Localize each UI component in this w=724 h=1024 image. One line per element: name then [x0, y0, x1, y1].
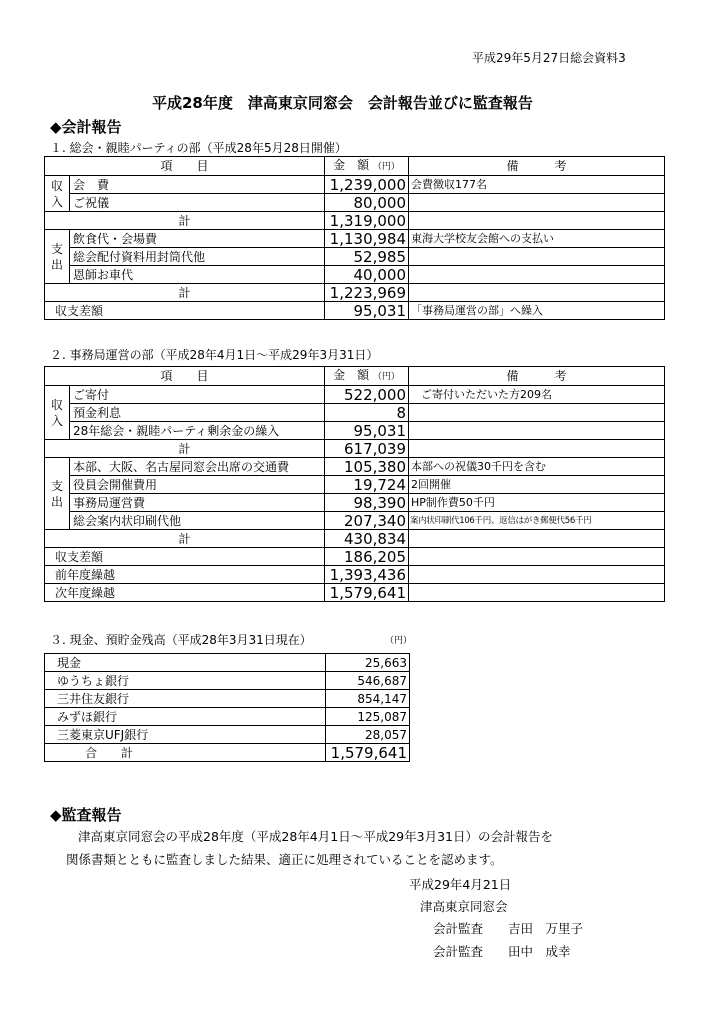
table-row-item: 事務局運営費 — [70, 494, 325, 512]
table-row-item: 役員会開催費用 — [70, 476, 325, 494]
table-row-amount: 207,340 — [325, 512, 409, 530]
table-row-amount: 40,000 — [325, 266, 409, 284]
table-row-item: 現金 — [45, 654, 326, 672]
part3-total-label: 合 計 — [45, 744, 326, 762]
table-row-amount: 19,724 — [325, 476, 409, 494]
table-row-item: 預金利息 — [70, 404, 325, 422]
table-row-amount: 125,087 — [326, 708, 410, 726]
part2-summary-amount: 1,393,436 — [325, 566, 409, 584]
table-row-amount: 1,130,984 — [325, 230, 409, 248]
table-row-item: 本部、大阪、名古屋同窓会出席の交通費 — [70, 458, 325, 476]
table-row-amount: 854,147 — [326, 690, 410, 708]
audit-organization: 津高東京同窓会 — [420, 899, 508, 914]
part2-summary-label: 次年度繰越 — [45, 584, 325, 602]
section-heading-audit: ◆監査報告 — [50, 806, 122, 824]
table-row-item: 恩師お車代 — [70, 266, 325, 284]
part2-income-total: 617,039 — [325, 440, 409, 458]
part1-balance: 95,031 — [325, 302, 409, 320]
table-row-item: 会 費 — [70, 176, 325, 194]
table-row-amount: 522,000 — [325, 386, 409, 404]
table-row-item: ゆうちょ銀行 — [45, 672, 326, 690]
table-row-item: 三菱東京UFJ銀行 — [45, 726, 326, 744]
part3-heading: ３. 現金、預貯金残高（平成28年3月31日現在） — [50, 633, 312, 647]
table-row-note: ご寄付いただいた方209名 — [409, 386, 665, 404]
table-row-amount: 25,663 — [326, 654, 410, 672]
table-row-amount: 8 — [325, 404, 409, 422]
table-row-note — [409, 248, 665, 266]
section-heading-accounting: ◆会計報告 — [50, 118, 122, 136]
part2-income-label: 収入 — [45, 386, 70, 440]
table-row-note: 会費徴収177名 — [409, 176, 665, 194]
part2-summary-amount: 186,205 — [325, 548, 409, 566]
page-title: 平成28年度 津高東京同窓会 会計報告並びに監査報告 — [152, 94, 533, 112]
table-row-item: みずほ銀行 — [45, 708, 326, 726]
part1-balance-label: 収支差額 — [45, 302, 325, 320]
part2-expense-total-label: 計 — [45, 530, 325, 548]
part1-income-total-label: 計 — [45, 212, 325, 230]
table-row-note — [409, 266, 665, 284]
table-row-note: 本部への祝儀30千円を含む — [409, 458, 665, 476]
table-row-note: 案内状印刷代106千円、返信はがき郵便代56千円 — [409, 512, 665, 530]
part2-summary-label: 収支差額 — [45, 548, 325, 566]
part3-unit: （円） — [385, 636, 413, 646]
table-row-item: 飲食代・会場費 — [70, 230, 325, 248]
table-row-item: 三井住友銀行 — [45, 690, 326, 708]
table-row-amount: 1,239,000 — [325, 176, 409, 194]
table-row-note: 東海大学校友会館への支払い — [409, 230, 665, 248]
auditor-2: 会計監査 田中 成幸 — [433, 944, 571, 959]
part2-col-item: 項 目 — [45, 367, 325, 386]
part2-income-total-label: 計 — [45, 440, 325, 458]
table-row-amount: 52,985 — [325, 248, 409, 266]
part2-summary-label: 前年度繰越 — [45, 566, 325, 584]
table-row-amount: 28,057 — [326, 726, 410, 744]
part3-table — [44, 653, 410, 762]
table-row-amount: 98,390 — [325, 494, 409, 512]
part2-col-amount: 金 額 （円） — [325, 367, 409, 386]
part1-expense-label: 支出 — [45, 230, 70, 284]
part1-expense-total-label: 計 — [45, 284, 325, 302]
part2-summary-amount: 1,579,641 — [325, 584, 409, 602]
part1-income-label: 収入 — [45, 176, 70, 212]
document-reference: 平成29年5月27日総会資料3 — [472, 51, 626, 65]
part1-col-note: 備 考 — [409, 157, 665, 176]
part3-total: 1,579,641 — [326, 744, 410, 762]
part2-expense-total: 430,834 — [325, 530, 409, 548]
part1-table — [44, 156, 665, 320]
part2-col-note: 備 考 — [409, 367, 665, 386]
table-row-amount: 546,687 — [326, 672, 410, 690]
part1-income-total: 1,319,000 — [325, 212, 409, 230]
table-row-amount: 80,000 — [325, 194, 409, 212]
table-row-note — [409, 194, 665, 212]
part1-expense-total: 1,223,969 — [325, 284, 409, 302]
part2-expense-label: 支出 — [45, 458, 70, 530]
part1-heading: １. 総会・親睦パーティの部（平成28年5月28日開催） — [50, 141, 347, 155]
auditor-1: 会計監査 吉田 万里子 — [433, 921, 584, 936]
table-row-note: HP制作費50千円 — [409, 494, 665, 512]
table-row-note: 2回開催 — [409, 476, 665, 494]
part1-col-item: 項 目 — [45, 157, 325, 176]
table-row-amount: 95,031 — [325, 422, 409, 440]
audit-date: 平成29年4月21日 — [409, 877, 512, 892]
audit-text-line1: 津高東京同窓会の平成28年度（平成28年4月1日～平成29年3月31日）の会計報告を — [78, 829, 553, 844]
part2-heading: ２. 事務局運営の部（平成28年4月1日～平成29年3月31日） — [50, 348, 379, 362]
audit-text-line2: 関係書類とともに監査しました結果、適正に処理されていることを認めます。 — [66, 852, 503, 867]
table-row-item: 総会配付資料用封筒代他 — [70, 248, 325, 266]
table-row-item: ご祝儀 — [70, 194, 325, 212]
table-row-item: 総会案内状印刷代他 — [70, 512, 325, 530]
part1-col-amount: 金 額 （円） — [325, 157, 409, 176]
table-row-note — [409, 404, 665, 422]
part1-balance-note: 「事務局運営の部」へ繰入 — [409, 302, 665, 320]
table-row-amount: 105,380 — [325, 458, 409, 476]
table-row-item: 28年総会・親睦パーティ剰余金の繰入 — [70, 422, 325, 440]
table-row-note — [409, 422, 665, 440]
table-row-item: ご寄付 — [70, 386, 325, 404]
part2-table — [44, 366, 665, 602]
